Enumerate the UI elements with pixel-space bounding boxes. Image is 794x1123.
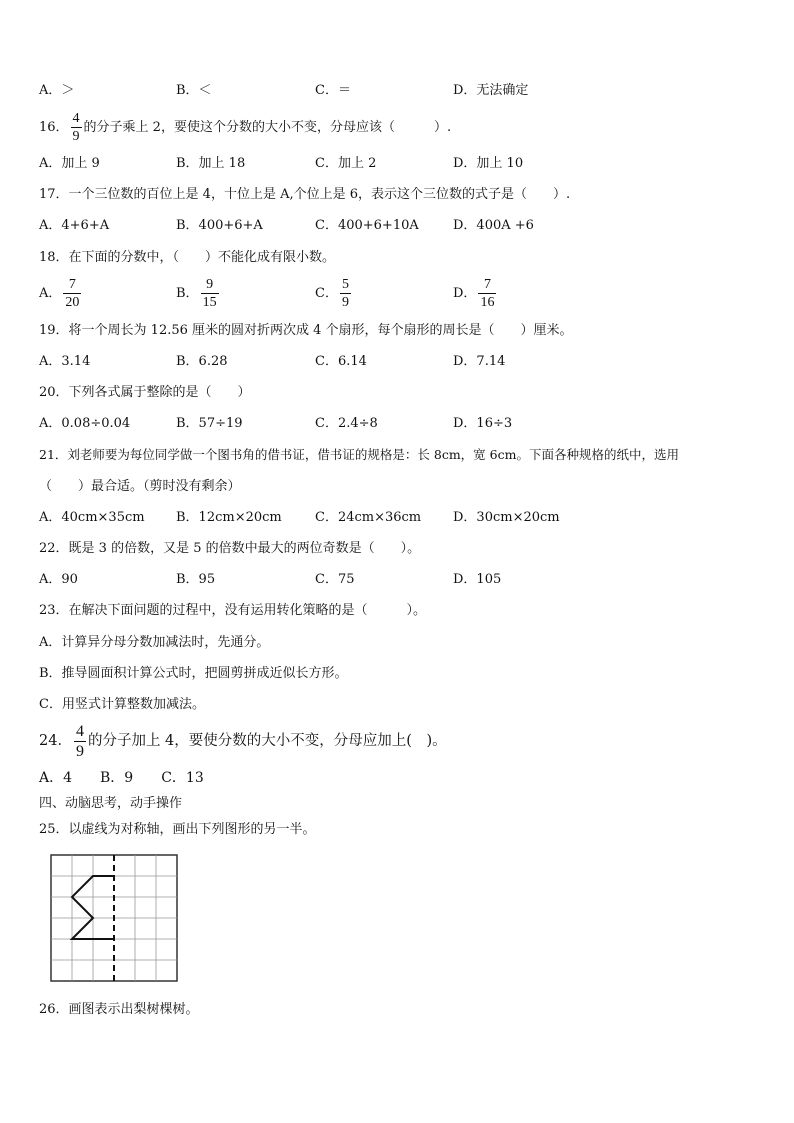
- q26-question: 26．画图表示出梨树棵树。: [39, 1002, 199, 1017]
- q22-option-a: A．90: [39, 572, 78, 587]
- q22-question: 22．既是 3 的倍数，又是 5 的倍数中最大的两位奇数是（ ）。: [39, 541, 421, 556]
- q18-b-fraction: $\frac{9}{15}$: [202, 277, 217, 310]
- q18-question: 18．在下面的分数中，（ ）不能化成有限小数。: [39, 250, 336, 265]
- q18-a-fraction: $\frac{7}{20}$: [65, 277, 80, 310]
- q21-option-b: B．12cm×20cm: [176, 510, 282, 525]
- q20-question: 20．下列各式属于整除的是（ ）: [39, 385, 251, 400]
- q19-option-b: B．6.28: [176, 354, 228, 369]
- q21-option-c: C．24cm×36cm: [315, 510, 422, 525]
- q19-option-d: D．7.14: [453, 354, 506, 369]
- q17-option-a: A．4+6+A: [39, 218, 110, 233]
- grid-drawing: [50, 854, 178, 982]
- q20-option-c: C．2.4÷8: [315, 416, 378, 431]
- q16-question: [39, 111, 451, 145]
- q17-option-d: D．400A +6: [453, 218, 534, 233]
- q16-text: 的分子乘上 2，要使这个分数的大小不变，分母应该（ ）.: [83, 120, 452, 135]
- q22-option-d: D．105: [453, 572, 502, 587]
- q21-option-d: D．30cm×20cm: [453, 510, 560, 525]
- q15-option-c: C．＝: [315, 83, 351, 98]
- q23-question: 23．在解决下面问题的过程中，没有运用转化策略的是（ ）。: [39, 603, 427, 618]
- q22-option-c: C．75: [315, 572, 355, 587]
- q18-d-fraction: $\frac{7}{16}$: [480, 277, 495, 310]
- q18-c-fraction: $\frac{5}{9}$: [341, 277, 349, 310]
- q17-option-c: C．400+6+10A: [315, 218, 419, 233]
- q21-question-line1: 21．刘老师要为每位同学做一个图书角的借书证，借书证的规格是：长 8cm，宽 6cm。下面各种规格的纸中，选用: [39, 447, 679, 462]
- q20-option-a: A．0.08÷0.04: [39, 416, 131, 431]
- symmetry-grid-figure: [50, 854, 178, 982]
- q20-option-d: D．16÷3: [453, 416, 513, 431]
- q22-option-b: B．95: [176, 572, 216, 587]
- q20-option-b: B．57÷19: [176, 416, 243, 431]
- q16-option-d: D．加上 10: [453, 156, 524, 171]
- q24-fraction: $\frac{4}{9}$: [75, 722, 84, 760]
- q24-options: A．4 B．9 C．13: [39, 770, 204, 786]
- q24-number: 24．: [39, 733, 72, 749]
- q18-option-b: B． $\frac{9}{15}$: [176, 277, 217, 310]
- q23-option-c: C．用竖式计算整数加减法。: [39, 697, 205, 712]
- section-4-heading: 四、动脑思考，动手操作: [39, 796, 183, 811]
- q19-option-c: C．6.14: [315, 354, 367, 369]
- q16-option-c: C．加上 2: [315, 156, 377, 171]
- q17-option-b: B．400+6+A: [176, 218, 263, 233]
- q16-option-a: A．加上 9: [39, 156, 100, 171]
- q18-option-c: C． $\frac{5}{9}$: [315, 277, 349, 310]
- q15-option-a: A．＞: [39, 83, 75, 98]
- q19-question: 19．将一个周长为 12.56 厘米的圆对折两次成 4 个扇形，每个扇形的周长是（ ）厘米。: [39, 323, 573, 338]
- q24-question: [39, 722, 447, 760]
- q23-option-a: A．计算异分母分数加减法时，先通分。: [39, 635, 270, 650]
- q18-option-d: D． $\frac{7}{16}$: [453, 277, 495, 310]
- q16-option-b: B．加上 18: [176, 156, 246, 171]
- q15-option-d: D．无法确定: [453, 83, 529, 98]
- q23-option-b: B．推导圆面积计算公式时，把圆剪拼成近似长方形。: [39, 666, 348, 681]
- q24-text: 的分子加上 4，要使分数的大小不变，分母应加上( )。: [87, 733, 447, 749]
- q19-option-a: A．3.14: [39, 354, 91, 369]
- q16-fraction: $\frac{4}{9}$: [72, 111, 80, 144]
- q21-question-line2: （ ）最合适。（剪时没有剩余）: [39, 479, 241, 494]
- q17-question: 17．一个三位数的百位上是 4，十位上是 A,个位上是 6，表示这个三位数的式子是（ ）.: [39, 187, 571, 202]
- q15-option-b: B．＜: [176, 83, 212, 98]
- q18-option-a: A． $\frac{7}{20}$: [39, 277, 80, 310]
- q25-question: 25．以虚线为对称轴，画出下列图形的另一半。: [39, 822, 316, 837]
- q16-number: 16．: [39, 120, 69, 135]
- q21-option-a: A．40cm×35cm: [39, 510, 145, 525]
